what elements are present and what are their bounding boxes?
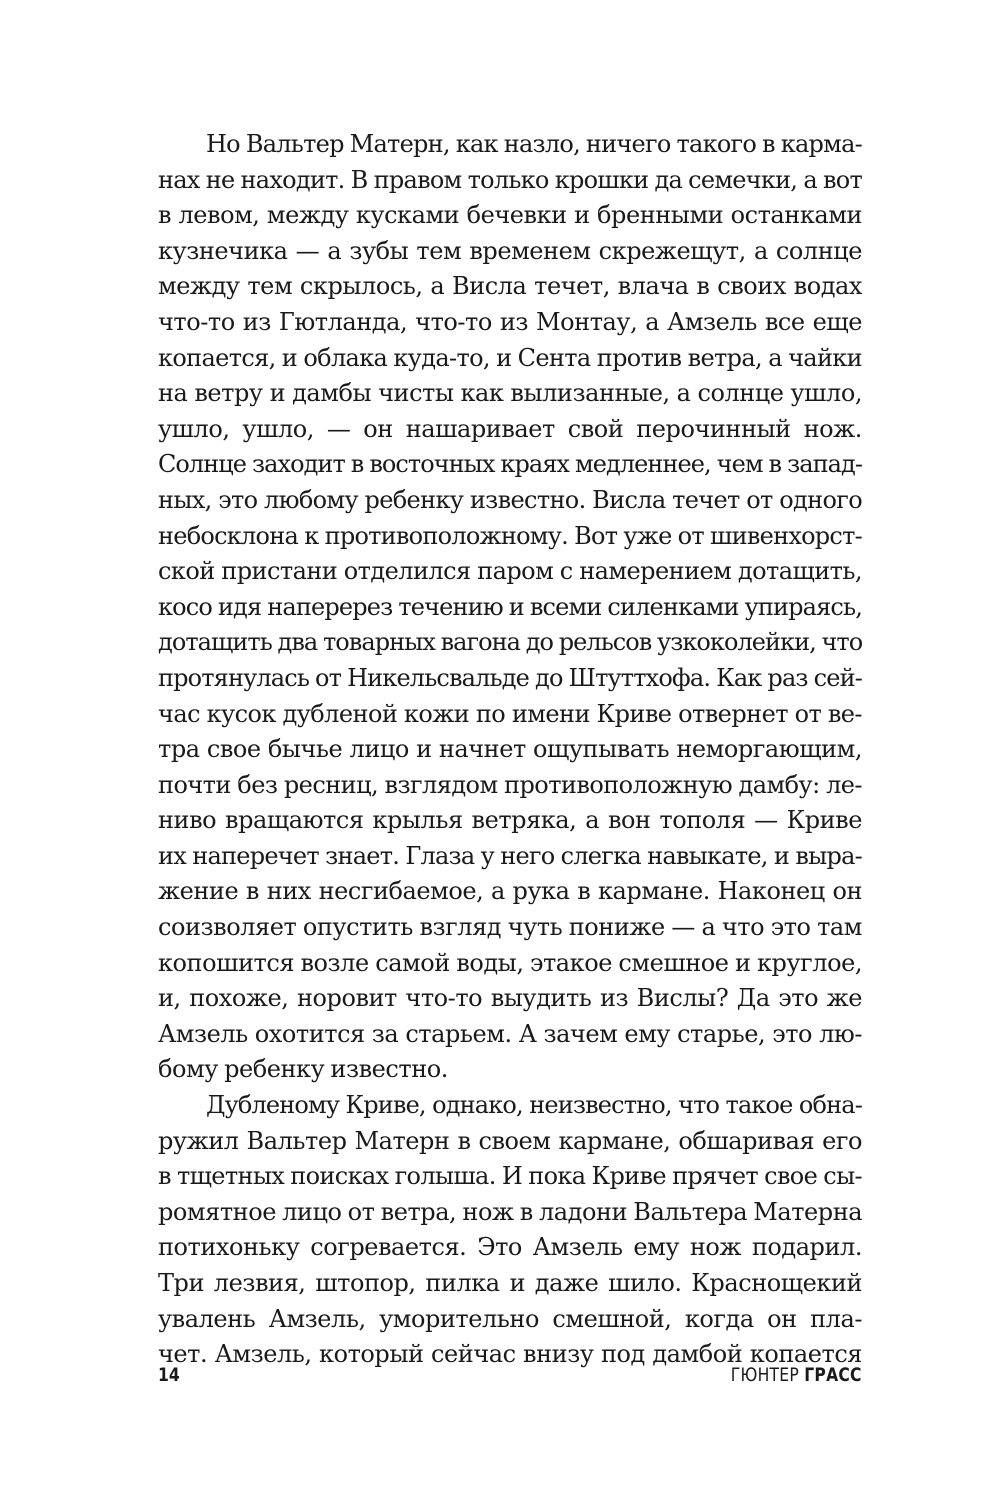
text-line: косо идя наперерез течению и всеми силенками упираясь, bbox=[158, 592, 862, 621]
text-line: в тщетных поисках голыша. И пока Криве прячет свое сы- bbox=[158, 1162, 862, 1191]
running-head bbox=[731, 1361, 862, 1389]
text-line: Но Вальтер Матерн, как назло, ничего такого в карма- bbox=[206, 130, 862, 158]
text-line: час кусок дубленой кожи по имени Криве отвернет от ве- bbox=[158, 699, 862, 728]
text-line: нах не находит. В правом только крошки да семечки, а вот bbox=[158, 165, 862, 194]
text-line: ных, это любому ребенку известно. Висла течет от одного bbox=[158, 485, 862, 514]
text-line: копошится возле самой воды, этакое смешное и круглое, bbox=[158, 948, 862, 977]
text-line: на ветру и дамбы чисты как вылизанные, а солнце ушло, bbox=[158, 379, 862, 408]
text-line: ружил Вальтер Матерн в своем кармане, обшаривая его bbox=[158, 1126, 862, 1155]
text-line: небосклона к противоположному. Вот уже от шивенхорст- bbox=[158, 521, 862, 550]
text-line: соизволяет опустить взгляд чуть пониже — а что это там bbox=[158, 913, 862, 942]
text-line: кузнечика — а зубы тем временем скрежещут, а солнце bbox=[158, 236, 862, 265]
text-line: в левом, между кусками бечевки и бренными останками bbox=[158, 201, 862, 230]
text-line: тра свое бычье лицо и начнет ощупывать неморгающим, bbox=[158, 735, 862, 764]
page-number: 14 bbox=[158, 1364, 180, 1386]
text-line: чет. Амзель, который сейчас внизу под дамбой копается bbox=[158, 1340, 862, 1369]
text-line: Амзель охотится за старьем. А зачем ему старье, это лю- bbox=[158, 1019, 862, 1048]
text-line: жение в них несгибаемое, а рука в кармане. Наконец он bbox=[158, 877, 862, 906]
body-text bbox=[158, 127, 862, 1373]
text-line: что-то из Гютланда, что-то из Монтау, а Амзель все еще bbox=[158, 307, 862, 336]
text-line: увалень Амзель, уморительно смешной, когда он пла- bbox=[158, 1304, 862, 1333]
text-line: копается, и облака куда-то, и Сента против ветра, а чайки bbox=[158, 343, 862, 372]
text-line: дотащить два товарных вагона до рельсов узкоколейки, что bbox=[158, 628, 863, 657]
text-line: ушло, ушло, — он нашаривает свой перочинный нож. bbox=[158, 414, 862, 443]
text-line: ской пристани отделился паром с намерением дотащить, bbox=[158, 557, 862, 586]
text-line: между тем скрылось, а Висла течет, влача в своих водах bbox=[158, 272, 862, 301]
text-line: их наперечет знает. Глаза у него слегка навыкате, и выра- bbox=[158, 841, 862, 870]
text-line: и, похоже, норовит что-то выудить из Вислы? Да это же bbox=[158, 984, 862, 1013]
author-first-name: ГЮНТЕР bbox=[731, 1364, 800, 1386]
text-line: Солнце заходит в восточных краях медленнее, чем в запад- bbox=[158, 450, 862, 479]
text-line: бому ребенку известно. bbox=[158, 1055, 448, 1084]
text-line: ниво вращаются крылья ветряка, а вон тополя — Криве bbox=[158, 806, 862, 835]
author-last-name: ГРАСС bbox=[804, 1364, 862, 1386]
text-line: Три лезвия, штопор, пилка и даже шило. Краснощекий bbox=[158, 1269, 862, 1297]
text-line: почти без ресниц, взглядом противоположную дамбу: ле- bbox=[158, 770, 862, 799]
text-line: ромятное лицо от ветра, нож в ладони Вальтера Матерна bbox=[158, 1197, 863, 1226]
text-line: потихоньку согревается. Это Амзель ему нож подарил. bbox=[158, 1233, 862, 1262]
text-line: протянулась от Никельсвальде до Штуттхофа. Как раз сей- bbox=[158, 663, 862, 692]
text-line: Дубленому Криве, однако, неизвестно, что такое обна- bbox=[206, 1091, 862, 1120]
